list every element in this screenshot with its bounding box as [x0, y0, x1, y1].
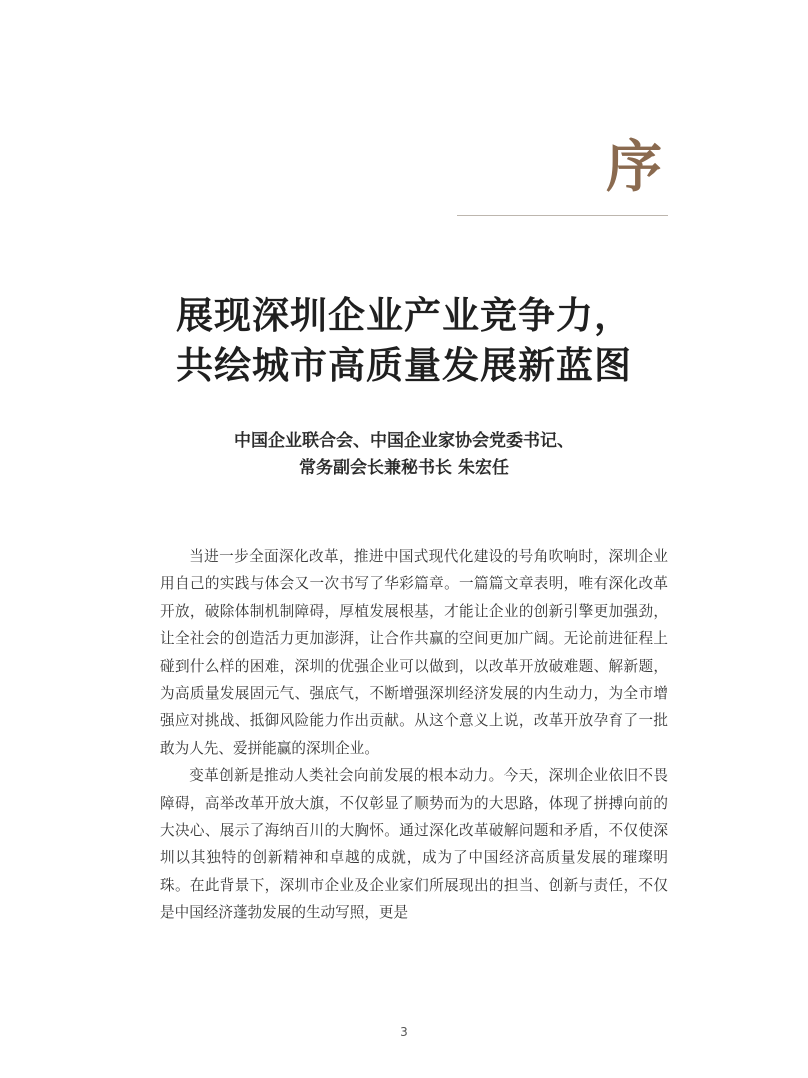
body-paragraph-1: 当进一步全面深化改革，推进中国式现代化建设的号角吹响时，深圳企业用自己的实践与体会又一次书写了华彩篇章。一篇篇文章表明，唯有深化改革开放，破除体制机制障碍，厚植发展根基，才能让企业的创新引擎更加强劲，让全社会的创造活力更加澎湃，让合作共赢的空间更加广阔。无论前进征程上碰到什么样的困难，深圳的优强企业可以做到，以改革开放破难题、解新题，为高质量发展固元气、强底气，不断增强深圳经济发展的内生动力，为全市增强应对挑战、抵御风险能力作出贡献。从这个意义上说，改革开放孕育了一批敢为人先、爱拼能赢的深圳企业。	[160, 548, 668, 757]
article-title-line-1: 展现深圳企业产业竞争力，	[176, 293, 632, 337]
author-byline-line-2: 常务副会长兼秘书长 朱宏任	[299, 458, 509, 478]
page-number: 3	[400, 1025, 408, 1039]
article-title	[100, 290, 708, 390]
article-title-line-2: 共绘城市高质量发展新蓝图	[176, 343, 632, 387]
body-paragraph-2: 变革创新是推动人类社会向前发展的根本动力。今天，深圳企业依旧不畏障碍，高举改革开放大旗，不仅彰显了顺势而为的大思路，体现了拼搏向前的大决心、展示了海纳百川的大胸怀。通过深化改革破解问题和矛盾，不仅使深圳以其独特的创新精神和卓越的成就，成为了中国经济高质量发展的璀璨明珠。在此背景下，深圳市企业及企业家们所展现出的担当、创新与责任，不仅是中国经济蓬勃发展的生动写照，更是	[160, 767, 668, 922]
author-byline	[140, 428, 668, 482]
section-heading: 序	[606, 135, 662, 200]
section-divider	[457, 215, 668, 216]
body-text	[160, 543, 668, 927]
author-byline-line-1: 中国企业联合会、中国企业家协会党委书记、	[234, 431, 574, 451]
